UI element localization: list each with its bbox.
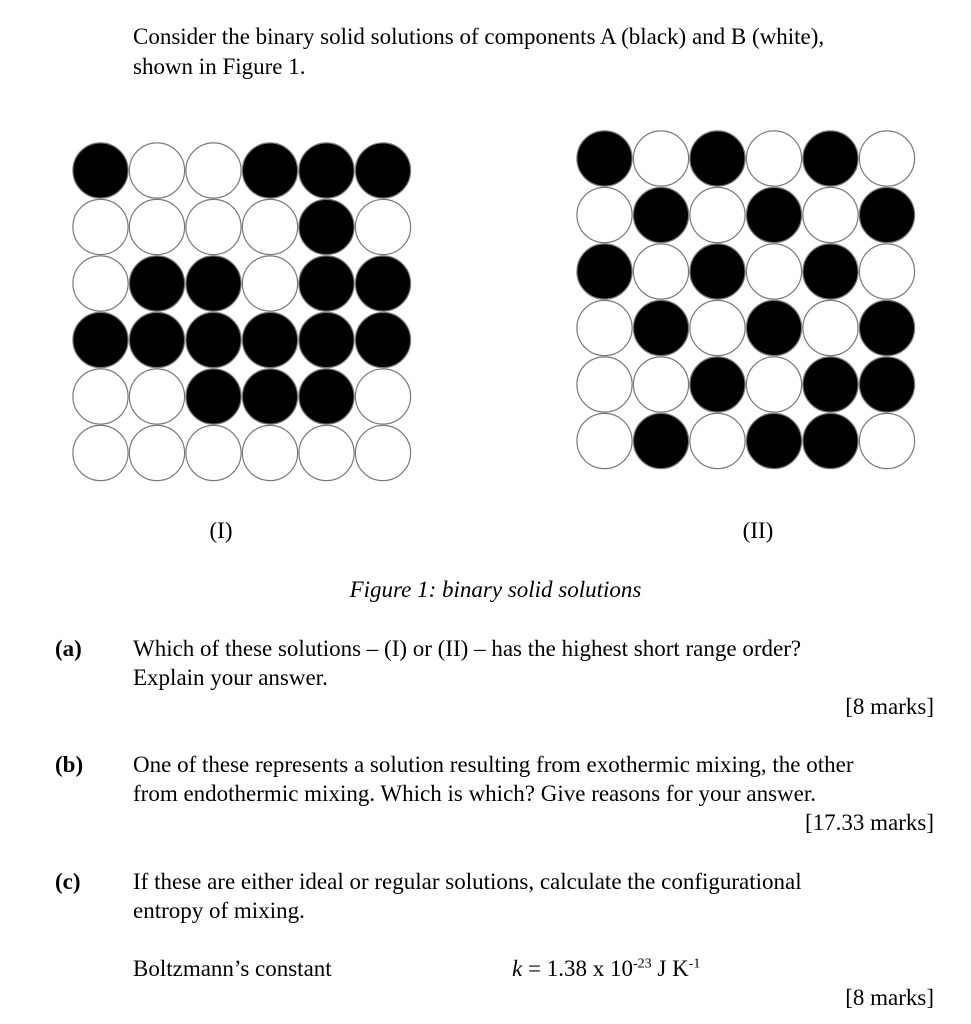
grid-II-atom-white-r0-c1 xyxy=(633,131,688,186)
intro-line-1: Consider the binary solid solutions of components A (black) and B (white), xyxy=(133,24,825,49)
grid-II-atom-black-r4-c4 xyxy=(803,357,858,412)
grid-II-atom-white-r0-c5 xyxy=(859,131,914,186)
question-b-line-2: from endothermic mixing. Which is which? Give reasons for your answer. xyxy=(133,781,817,806)
grid-I-atom-black-r4-c2 xyxy=(186,369,241,424)
question-b-marks: [17.33 marks] xyxy=(804,810,934,835)
boltzmann-constant-name: Boltzmann’s constant xyxy=(133,956,332,981)
grid-I-atom-white-r5-c1 xyxy=(129,425,184,480)
question-a-line-2: Explain your answer. xyxy=(133,665,328,690)
question-a-label: (a) xyxy=(55,636,82,661)
grid-I-atom-white-r2-c0 xyxy=(73,256,128,311)
constant-equation: = 1.38 x 10 xyxy=(522,956,633,981)
grid-I-atom-white-r4-c5 xyxy=(355,369,410,424)
grid-II-atom-black-r4-c5 xyxy=(859,357,914,412)
grid-I-atom-white-r5-c5 xyxy=(355,425,410,480)
grid-I-atom-white-r5-c2 xyxy=(186,425,241,480)
grid-II-atom-black-r2-c4 xyxy=(803,244,858,299)
grid-I-atom-black-r3-c0 xyxy=(73,312,128,367)
grid-II-atom-white-r3-c0 xyxy=(577,300,632,355)
grid-I-atom-black-r2-c4 xyxy=(299,256,354,311)
grid-II-atom-black-r5-c1 xyxy=(633,413,688,468)
grid-II-atom-white-r3-c2 xyxy=(690,300,745,355)
grid-I-atom-black-r3-c4 xyxy=(299,312,354,367)
grid-I-atom-white-r2-c3 xyxy=(242,256,297,311)
grid-I-atom-black-r3-c3 xyxy=(242,312,297,367)
question-c-line-2: entropy of mixing. xyxy=(133,898,305,923)
grid-I-atom-black-r2-c2 xyxy=(186,256,241,311)
grid-I-atom-black-r0-c0 xyxy=(73,143,128,198)
grid-II-label: (II) xyxy=(742,518,774,543)
grid-II-atom-black-r3-c5 xyxy=(859,300,914,355)
grid-I-atom-black-r3-c1 xyxy=(129,312,184,367)
grid-I-atom-white-r1-c2 xyxy=(186,199,241,254)
grid-I-label: (I) xyxy=(209,518,233,543)
constant-unit-exponent: -1 xyxy=(688,956,701,972)
grid-I-atom-black-r3-c2 xyxy=(186,312,241,367)
grid-II-atom-black-r2-c2 xyxy=(690,244,745,299)
figure-caption: Figure 1: binary solid solutions xyxy=(349,577,642,602)
grid-II-atom-white-r5-c5 xyxy=(859,413,914,468)
solution-grid-I xyxy=(72,142,412,482)
grid-I-atom-white-r5-c4 xyxy=(299,425,354,480)
grid-I-atom-white-r1-c0 xyxy=(73,199,128,254)
grid-I-atom-white-r4-c0 xyxy=(73,369,128,424)
constant-exponent: -23 xyxy=(632,956,652,972)
grid-I-atom-black-r2-c5 xyxy=(355,256,410,311)
grid-I-atom-black-r1-c4 xyxy=(299,199,354,254)
grid-II-atom-white-r1-c0 xyxy=(577,187,632,242)
grid-I-atom-white-r1-c5 xyxy=(355,199,410,254)
grid-II-atom-black-r1-c1 xyxy=(633,187,688,242)
grid-I-atom-white-r4-c1 xyxy=(129,369,184,424)
grid-II-atom-white-r4-c0 xyxy=(577,357,632,412)
grid-II-atom-white-r2-c1 xyxy=(633,244,688,299)
grid-II-atom-white-r2-c3 xyxy=(746,244,801,299)
question-b-label: (b) xyxy=(55,752,84,777)
constant-symbol: k xyxy=(512,956,523,981)
intro-line-2: shown in Figure 1. xyxy=(133,54,306,79)
grid-II-atom-black-r3-c1 xyxy=(633,300,688,355)
grid-II-atom-white-r5-c2 xyxy=(690,413,745,468)
question-c-label: (c) xyxy=(55,869,81,894)
grid-I-atom-black-r0-c5 xyxy=(355,143,410,198)
grid-II-atom-black-r0-c4 xyxy=(803,131,858,186)
grid-I-atom-black-r0-c4 xyxy=(299,143,354,198)
grid-I-atom-white-r0-c1 xyxy=(129,143,184,198)
grid-I-atom-black-r4-c4 xyxy=(299,369,354,424)
question-a-line-1: Which of these solutions – (I) or (II) – has the highest short range order? xyxy=(133,636,802,661)
grid-II-atom-black-r0-c0 xyxy=(577,131,632,186)
grid-II-atom-black-r1-c3 xyxy=(746,187,801,242)
grid-II-atom-white-r4-c3 xyxy=(746,357,801,412)
grid-I-atom-white-r5-c3 xyxy=(242,425,297,480)
grid-I-atom-white-r1-c1 xyxy=(129,199,184,254)
grid-I-atom-black-r2-c1 xyxy=(129,256,184,311)
grid-II-atom-black-r2-c0 xyxy=(577,244,632,299)
grid-II-atom-black-r5-c4 xyxy=(803,413,858,468)
grid-II-atom-white-r4-c1 xyxy=(633,357,688,412)
grid-II-atom-white-r1-c2 xyxy=(690,187,745,242)
grid-I-atom-black-r0-c3 xyxy=(242,143,297,198)
boltzmann-constant-value xyxy=(512,954,700,984)
grid-I-atom-white-r5-c0 xyxy=(73,425,128,480)
question-b-line-1: One of these represents a solution resulting from exothermic mixing, the other xyxy=(133,752,854,777)
question-c-line-1: If these are either ideal or regular solutions, calculate the configurational xyxy=(133,869,802,894)
grid-II-atom-white-r3-c4 xyxy=(803,300,858,355)
grid-I-atom-black-r4-c3 xyxy=(242,369,297,424)
grid-II-atom-black-r1-c5 xyxy=(859,187,914,242)
grid-II-atom-black-r4-c2 xyxy=(690,357,745,412)
constant-unit: J K xyxy=(651,956,689,981)
grid-I-atom-white-r1-c3 xyxy=(242,199,297,254)
question-c-marks: [8 marks] xyxy=(845,985,934,1010)
grid-II-atom-black-r5-c3 xyxy=(746,413,801,468)
grid-I-atom-black-r3-c5 xyxy=(355,312,410,367)
question-a-marks: [8 marks] xyxy=(845,694,934,719)
grid-II-atom-white-r1-c4 xyxy=(803,187,858,242)
grid-II-atom-black-r0-c2 xyxy=(690,131,745,186)
grid-II-atom-white-r0-c3 xyxy=(746,131,801,186)
grid-II-atom-black-r3-c3 xyxy=(746,300,801,355)
grid-I-atom-white-r0-c2 xyxy=(186,143,241,198)
grid-II-atom-white-r5-c0 xyxy=(577,413,632,468)
grid-II-atom-white-r2-c5 xyxy=(859,244,914,299)
solution-grid-II xyxy=(576,130,916,470)
